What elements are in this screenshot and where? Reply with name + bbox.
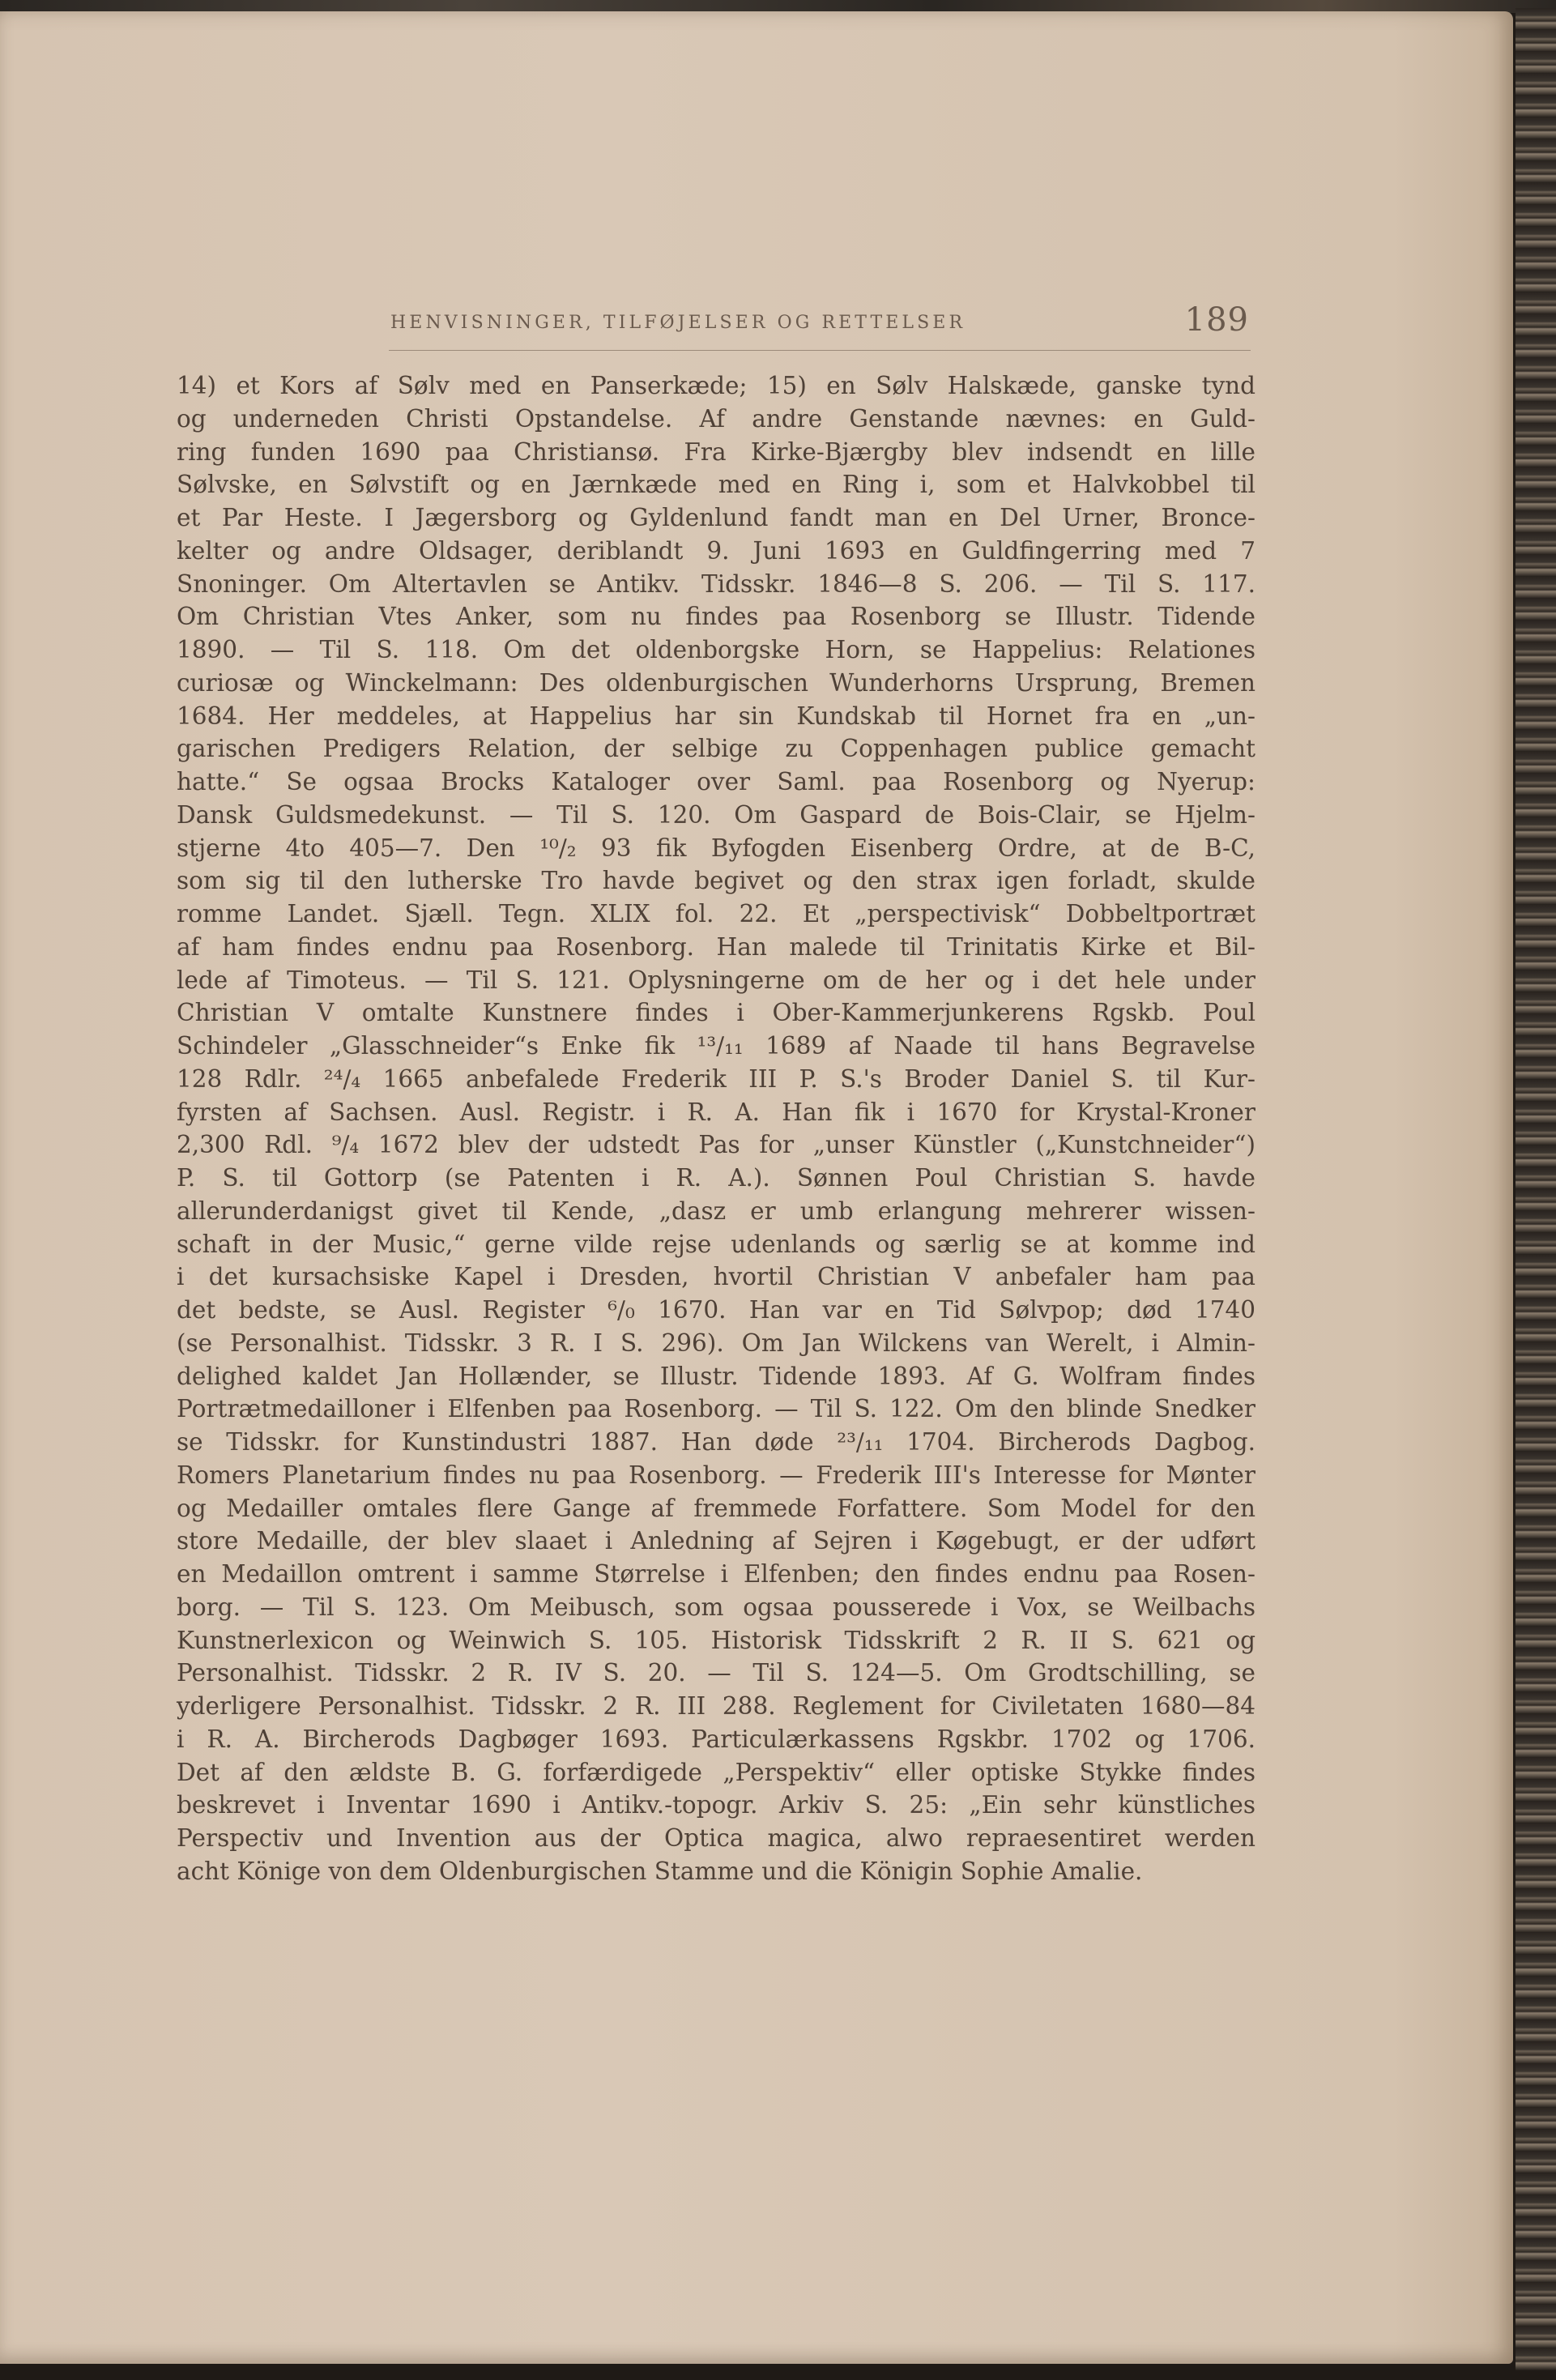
text-line: og Medailler omtales flere Gange af fremmede Forfattere. Som Model for den bbox=[177, 1494, 1255, 1522]
text-line: se Tidsskr. for Kunstindustri 1887. Han døde ²³/₁₁ 1704. Bircherods Dagbog. bbox=[177, 1428, 1255, 1456]
text-line: Portrætmedailloner i Elfenben paa Rosenborg. — Til S. 122. Om den blinde Snedker bbox=[177, 1395, 1255, 1423]
text-line: i det kursachsiske Kapel i Dresden, hvortil Christian V anbefaler ham paa bbox=[177, 1263, 1255, 1291]
text-line: en Medaillon omtrent i samme Størrelse i Elfenben; den findes endnu paa Rosen- bbox=[177, 1560, 1255, 1588]
text-line: fyrsten af Sachsen. Ausl. Registr. i R. A. Han fik i 1670 for Krystal-Kroner bbox=[177, 1098, 1255, 1126]
text-line: P. S. til Gottorp (se Patenten i R. A.). Sønnen Poul Christian S. havde bbox=[177, 1164, 1255, 1192]
text-line: curiosæ og Winckelmann: Des oldenburgischen Wunderhorns Ursprung, Bremen bbox=[177, 668, 1255, 697]
text-line: allerunderdanigst givet til Kende, „dasz er umb erlangung mehrerer wissen- bbox=[177, 1196, 1255, 1225]
text-line: delighed kaldet Jan Hollænder, se Illustr. Tidende 1893. Af G. Wolfram findes bbox=[177, 1362, 1255, 1390]
text-line: 2,300 Rdl. ⁹/₄ 1672 blev der udstedt Pas for „unser Künstler („Kunstchneider“) bbox=[177, 1131, 1255, 1159]
text-line: borg. — Til S. 123. Om Meibusch, som ogsaa pousserede i Vox, se Weilbachs bbox=[177, 1593, 1255, 1621]
body-text bbox=[177, 369, 1255, 1888]
text-line: (se Personalhist. Tidsskr. 3 R. I S. 296). Om Jan Wilckens van Werelt, i Almin- bbox=[177, 1329, 1255, 1357]
text-line: romme Landet. Sjæll. Tegn. XLIX fol. 22. Et „perspectivisk“ Dobbeltportræt bbox=[177, 900, 1255, 928]
text-line: 1684. Her meddeles, at Happelius har sin Kundskab til Hornet fra en „un- bbox=[177, 702, 1255, 730]
text-line: stjerne 4to 405—7. Den ¹⁰/₂ 93 fik Byfogden Eisenberg Ordre, at de B-C, bbox=[177, 834, 1255, 862]
text-line: acht Könige von dem Oldenburgischen Stamme und die Königin Sophie Amalie. bbox=[177, 1857, 1143, 1885]
text-line: som sig til den lutherske Tro havde begivet og den strax igen forladt, skulde bbox=[177, 867, 1255, 895]
text-line: Sølvske, en Sølvstift og en Jærnkæde med en Ring i, som et Halvkobbel til bbox=[177, 471, 1255, 499]
text-line: Personalhist. Tidsskr. 2 R. IV S. 20. — Til S. 124—5. Om Grodtschilling, se bbox=[177, 1659, 1255, 1687]
text-line: Dansk Guldsmedekunst. — Til S. 120. Om Gaspard de Bois-Clair, se Hjelm- bbox=[177, 800, 1255, 829]
running-header-title: HENVISNINGER, TILFØJELSER OG RETTELSER bbox=[390, 313, 966, 333]
text-line: 128 Rdlr. ²⁴/₄ 1665 anbefalede Frederik III P. S.'s Broder Daniel S. til Kur- bbox=[177, 1064, 1255, 1093]
text-line: det bedste, se Ausl. Register ⁶/₀ 1670. Han var en Tid Sølvpop; død 1740 bbox=[177, 1296, 1255, 1324]
text-line: kelter og andre Oldsager, deriblandt 9. Juni 1693 en Guldfingerring med 7 bbox=[177, 536, 1255, 565]
text-line: Christian V omtalte Kunstnere findes i Ober-Kammerjunkerens Rgskb. Poul bbox=[177, 999, 1255, 1027]
text-line: og underneden Christi Opstandelse. Af andre Genstande nævnes: en Guld- bbox=[177, 404, 1255, 433]
text-line: Det af den ældste B. G. forfærdigede „Perspektiv“ eller optiske Stykke findes bbox=[177, 1758, 1255, 1786]
text-line: lede af Timoteus. — Til S. 121. Oplysningerne om de her og i det hele under bbox=[177, 966, 1255, 994]
text-line: i R. A. Bircherods Dagbøger 1693. Particulærkassens Rgskbr. 1702 og 1706. bbox=[177, 1725, 1255, 1753]
text-line: Snoninger. Om Altertavlen se Antikv. Tidsskr. 1846—8 S. 206. — Til S. 117. bbox=[177, 569, 1255, 598]
text-line: Om Christian Vtes Anker, som nu findes paa Rosenborg se Illustr. Tidende bbox=[177, 603, 1255, 631]
text-line: yderligere Personalhist. Tidsskr. 2 R. III 288. Reglement for Civiletaten 1680—84 bbox=[177, 1692, 1255, 1720]
text-line: hatte.“ Se ogsaa Brocks Kataloger over Saml. paa Rosenborg og Nyerup: bbox=[177, 768, 1255, 795]
page-edge-binding bbox=[1516, 8, 1556, 2370]
text-line: store Medaille, der blev slaaet i Anledning af Sejren i Køgebugt, er der udført bbox=[177, 1527, 1255, 1555]
header-rule bbox=[389, 350, 1251, 351]
text-line: 14) et Kors af Sølv med en Panserkæde; 15) en Sølv Halskæde, ganske tynd bbox=[177, 372, 1255, 399]
text-line: Schindeler „Glasschneider“s Enke fik ¹³/₁₁ 1689 af Naade til hans Begravelse bbox=[177, 1032, 1255, 1060]
text-line: beskrevet i Inventar 1690 i Antikv.-topogr. Arkiv S. 25: „Ein sehr künstliches bbox=[177, 1791, 1255, 1819]
text-line: 1890. — Til S. 118. Om det oldenborgske Horn, se Happelius: Relationes bbox=[177, 636, 1255, 663]
text-line: Kunstnerlexicon og Weinwich S. 105. Historisk Tidsskrift 2 R. II S. 621 og bbox=[177, 1626, 1255, 1654]
text-line: schaft in der Music,“ gerne vilde rejse udenlands og særlig se at komme ind bbox=[177, 1230, 1255, 1258]
text-line: et Par Heste. I Jægersborg og Gyldenlund fandt man en Del Urner, Bronce- bbox=[177, 504, 1255, 531]
text-line: garischen Predigers Relation, der selbige zu Coppenhagen publice gemacht bbox=[177, 735, 1255, 763]
text-line: Romers Planetarium findes nu paa Rosenborg. — Frederik III's Interesse for Mønter bbox=[177, 1461, 1255, 1489]
text-line: Perspectiv und Invention aus der Optica magica, alwo repraesentiret werden bbox=[177, 1824, 1255, 1852]
running-header bbox=[390, 301, 1249, 353]
text-line: ring funden 1690 paa Christiansø. Fra Kirke-Bjærgby blev indsendt en lille bbox=[177, 437, 1255, 466]
text-line: af ham findes endnu paa Rosenborg. Han malede til Trinitatis Kirke et Bil- bbox=[177, 932, 1255, 961]
page-number: 189 bbox=[1184, 301, 1249, 339]
